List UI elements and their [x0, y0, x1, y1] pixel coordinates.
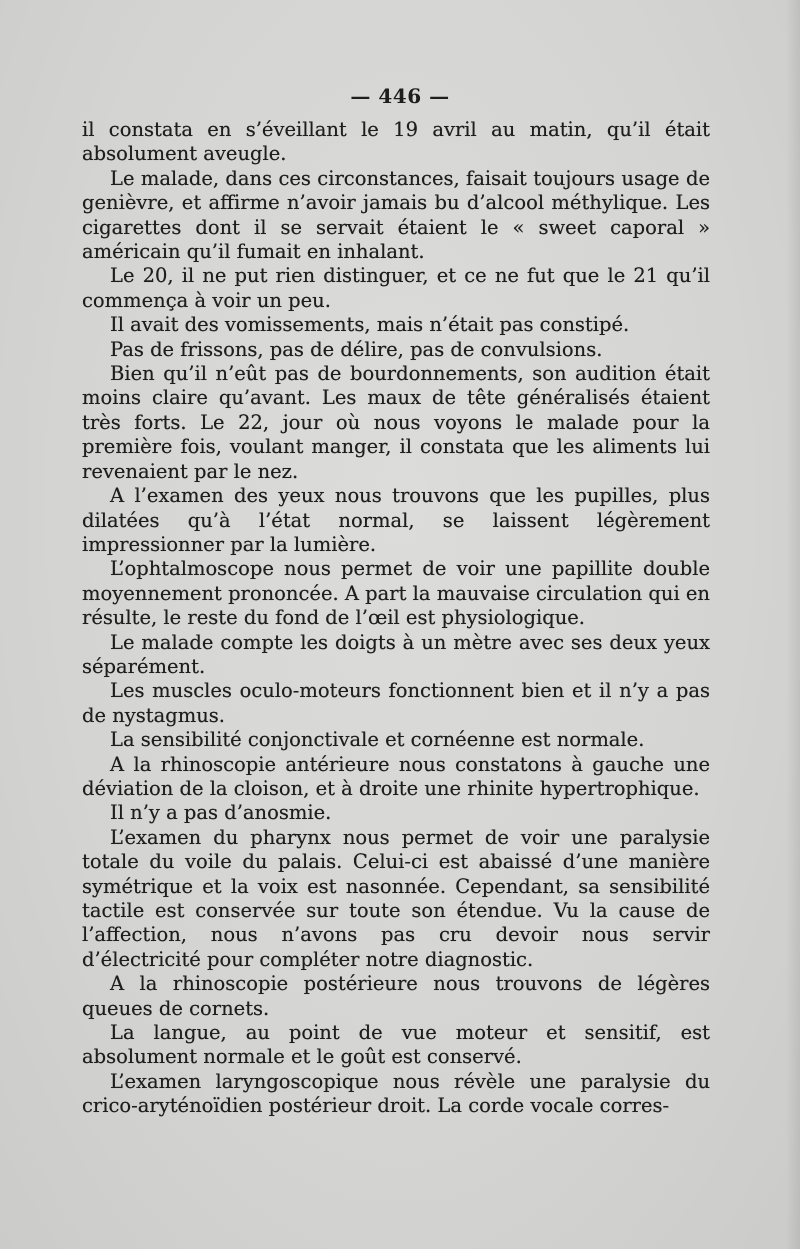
paragraph: L’examen laryngoscopique nous révèle une paralysie du crico-aryténoïdien postérieur droit. La corde vocale corres-: [82, 1069, 710, 1118]
paragraph: A l’examen des yeux nous trouvons que les pupilles, plus dilatées qu’à l’état normal, se laissent légèrement impressionner par la lumière.: [82, 484, 710, 556]
paragraph: Il avait des vomissements, mais n’était pas constipé.: [110, 313, 630, 337]
paragraph: Bien qu’il n’eût pas de bourdonnements, son audition était moins claire qu’avant. Les maux de tête généralisés étaient très forts. Le 22, jour où nous voyons le malade pour la première fois, voulant manger, il constata que les aliments lui revenaient par le nez.: [82, 362, 710, 483]
page-number: — 446 —: [350, 84, 450, 108]
paragraph: Le malade, dans ces circonstances, faisait toujours usage de genièvre, et affirme n’avoir jamais bu d’alcool méthylique. Les cigarettes dont il se servait étaient le « sweet caporal » américain qu’il fumait en inhalant.: [82, 166, 710, 264]
paragraph: La langue, au point de vue moteur et sensitif, est absolument normale et le goût est conservé.: [82, 1021, 710, 1069]
paragraph: il constata en s’éveillant le 19 avril au matin, qu’il était absolument aveugle.: [82, 118, 710, 166]
paragraph: Les muscles oculo-moteurs fonctionnent bien et il n’y a pas de nystagmus.: [82, 679, 710, 727]
paragraph: Le 20, il ne put rien distinguer, et ce ne fut que le 21 qu’il commença à voir un peu.: [82, 264, 710, 312]
paragraph: A la rhinoscopie postérieure nous trouvons de légères queues de cornets.: [82, 972, 710, 1020]
paragraph: A la rhinoscopie antérieure nous constatons à gauche une déviation de la cloison, et à droite une rhinite hypertrophique.: [82, 752, 710, 800]
paragraph: L’examen du pharynx nous permet de voir une paralysie totale du voile du palais. Celui-ci est abaissé d’une manière symétrique et la voix est nasonnée. Cependant, sa sensibilité tactile est conservée sur toute son étendue. Vu la cause de l’affection, nous n’avons pas cru devoir nous servir d’électricité pour compléter notre diagnostic.: [82, 825, 710, 971]
paragraph: Il n’y a pas d’anosmie.: [110, 801, 332, 825]
paragraph: La sensibilité conjonctivale et cornéenne est normale.: [110, 728, 645, 752]
body-text: [82, 118, 710, 1119]
page-edge-shadow: [786, 0, 800, 1249]
paragraph: L’ophtalmoscope nous permet de voir une papillite double moyennement prononcée. A part la mauvaise circulation qui en résulte, le reste du fond de l’œil est physiologique.: [82, 557, 710, 630]
paragraph: Pas de frissons, pas de délire, pas de convulsions.: [110, 337, 603, 361]
paragraph: Le malade compte les doigts à un mètre avec ses deux yeux séparément.: [82, 630, 710, 678]
